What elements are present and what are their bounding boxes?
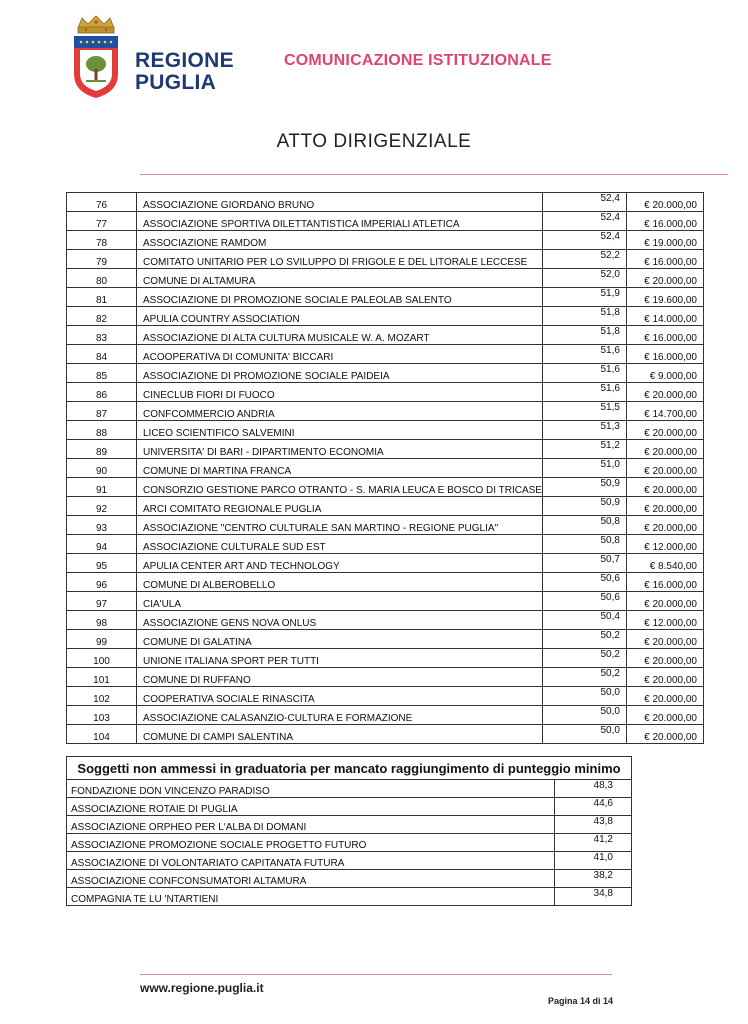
footer-website: www.regione.puglia.it	[140, 981, 264, 995]
row-number: 102	[67, 687, 137, 706]
table-row	[67, 780, 632, 798]
organization-name: FONDAZIONE DON VINCENZO PARADISO	[67, 780, 555, 798]
grant-amount: € 14.700,00	[626, 402, 703, 421]
score: 50,9	[542, 497, 626, 516]
grant-amount: € 20.000,00	[626, 592, 703, 611]
score: 51,2	[542, 440, 626, 459]
table-row	[67, 269, 704, 288]
score: 50,0	[542, 706, 626, 725]
table-row	[67, 307, 704, 326]
title-divider	[140, 174, 728, 175]
organization-name: COOPERATIVA SOCIALE RINASCITA	[137, 687, 543, 706]
row-number: 97	[67, 592, 137, 611]
table-row	[67, 231, 704, 250]
row-number: 78	[67, 231, 137, 250]
grant-amount: € 20.000,00	[626, 630, 703, 649]
table-row	[67, 573, 704, 592]
grant-amount: € 20.000,00	[626, 459, 703, 478]
organization-name: ASSOCIAZIONE CULTURALE SUD EST	[137, 535, 543, 554]
row-number: 99	[67, 630, 137, 649]
table-row	[67, 870, 632, 888]
organization-name: UNIVERSITA' DI BARI - DIPARTIMENTO ECONOMIA	[137, 440, 543, 459]
organization-name: ASSOCIAZIONE DI PROMOZIONE SOCIALE PALEOLAB SALENTO	[137, 288, 543, 307]
score: 52,4	[542, 193, 626, 212]
row-number: 92	[67, 497, 137, 516]
grant-amount: € 20.000,00	[626, 478, 703, 497]
table-row	[67, 383, 704, 402]
grant-amount: € 20.000,00	[626, 383, 703, 402]
grant-amount: € 19.000,00	[626, 231, 703, 250]
organization-name: ACOOPERATIVA DI COMUNITA' BICCARI	[137, 345, 543, 364]
score: 52,2	[542, 250, 626, 269]
brand-line-2: PUGLIA	[135, 71, 217, 94]
organization-name: ASSOCIAZIONE CONFCONSUMATORI ALTAMURA	[67, 870, 555, 888]
score: 34,8	[555, 888, 632, 906]
organization-name: CONFCOMMERCIO ANDRIA	[137, 402, 543, 421]
organization-name: COMITATO UNITARIO PER LO SVILUPPO DI FRIGOLE E DEL LITORALE LECCESE	[137, 250, 543, 269]
grant-amount: € 8.540,00	[626, 554, 703, 573]
table-row	[67, 345, 704, 364]
score: 51,6	[542, 364, 626, 383]
table-row	[67, 611, 704, 630]
excluded-table-heading: Soggetti non ammessi in graduatoria per mancato raggiungimento di punteggio minimo	[67, 757, 632, 780]
score: 48,3	[555, 780, 632, 798]
score: 52,4	[542, 231, 626, 250]
table-row	[67, 478, 704, 497]
grant-amount: € 20.000,00	[626, 725, 703, 744]
grant-amount: € 20.000,00	[626, 687, 703, 706]
table-row	[67, 649, 704, 668]
score: 50,9	[542, 478, 626, 497]
grant-amount: € 16.000,00	[626, 212, 703, 231]
ranking-table-body	[67, 193, 704, 744]
organization-name: CINECLUB FIORI DI FUOCO	[137, 383, 543, 402]
organization-name: ARCI COMITATO REGIONALE PUGLIA	[137, 497, 543, 516]
score: 50,2	[542, 668, 626, 687]
organization-name: COMUNE DI MARTINA FRANCA	[137, 459, 543, 478]
row-number: 85	[67, 364, 137, 383]
row-number: 80	[67, 269, 137, 288]
row-number: 98	[67, 611, 137, 630]
table-row	[67, 834, 632, 852]
table-row	[67, 193, 704, 212]
score: 50,2	[542, 649, 626, 668]
row-number: 104	[67, 725, 137, 744]
excluded-table	[66, 756, 632, 906]
organization-name: ASSOCIAZIONE CALASANZIO-CULTURA E FORMAZIONE	[137, 706, 543, 725]
row-number: 91	[67, 478, 137, 497]
grant-amount: € 20.000,00	[626, 440, 703, 459]
score: 43,8	[555, 816, 632, 834]
table-row	[67, 364, 704, 383]
organization-name: COMUNE DI ALBEROBELLO	[137, 573, 543, 592]
grant-amount: € 20.000,00	[626, 421, 703, 440]
row-number: 100	[67, 649, 137, 668]
organization-name: ASSOCIAZIONE DI PROMOZIONE SOCIALE PAIDEIA	[137, 364, 543, 383]
table-row	[67, 288, 704, 307]
organization-name: COMUNE DI RUFFANO	[137, 668, 543, 687]
row-number: 87	[67, 402, 137, 421]
table-row	[67, 212, 704, 231]
grant-amount: € 20.000,00	[626, 516, 703, 535]
grant-amount: € 19.600,00	[626, 288, 703, 307]
score: 51,5	[542, 402, 626, 421]
table-row	[67, 706, 704, 725]
row-number: 79	[67, 250, 137, 269]
grant-amount: € 20.000,00	[626, 269, 703, 288]
section-heading: COMUNICAZIONE ISTITUZIONALE	[284, 52, 552, 69]
organization-name: APULIA CENTER ART AND TECHNOLOGY	[137, 554, 543, 573]
organization-name: ASSOCIAZIONE PROMOZIONE SOCIALE PROGETTO FUTURO	[67, 834, 555, 852]
table-row	[67, 816, 632, 834]
organization-name: COMPAGNIA TE LU 'NTARTIENI	[67, 888, 555, 906]
organization-name: COMUNE DI CAMPI SALENTINA	[137, 725, 543, 744]
score: 38,2	[555, 870, 632, 888]
grant-amount: € 16.000,00	[626, 326, 703, 345]
grant-amount: € 20.000,00	[626, 706, 703, 725]
organization-name: COMUNE DI ALTAMURA	[137, 269, 543, 288]
grant-amount: € 12.000,00	[626, 611, 703, 630]
organization-name: ASSOCIAZIONE ORPHEO PER L'ALBA DI DOMANI	[67, 816, 555, 834]
table-row	[67, 888, 632, 906]
row-number: 90	[67, 459, 137, 478]
score: 51,9	[542, 288, 626, 307]
organization-name: ASSOCIAZIONE GIORDANO BRUNO	[137, 193, 543, 212]
table-row	[67, 687, 704, 706]
footer-divider	[140, 974, 612, 975]
grant-amount: € 16.000,00	[626, 345, 703, 364]
score: 52,0	[542, 269, 626, 288]
score: 52,4	[542, 212, 626, 231]
page-number: Pagina 14 di 14	[548, 996, 614, 1006]
score: 44,6	[555, 798, 632, 816]
table-row	[67, 516, 704, 535]
row-number: 94	[67, 535, 137, 554]
score: 51,0	[542, 459, 626, 478]
score: 50,0	[542, 687, 626, 706]
score: 50,8	[542, 535, 626, 554]
row-number: 83	[67, 326, 137, 345]
score: 51,3	[542, 421, 626, 440]
grant-amount: € 16.000,00	[626, 250, 703, 269]
score: 51,8	[542, 307, 626, 326]
grant-amount: € 14.000,00	[626, 307, 703, 326]
brand-name	[135, 50, 234, 94]
score: 50,0	[542, 725, 626, 744]
organization-name: APULIA COUNTRY ASSOCIATION	[137, 307, 543, 326]
table-row	[67, 421, 704, 440]
grant-amount: € 20.000,00	[626, 649, 703, 668]
table-row	[67, 326, 704, 345]
row-number: 82	[67, 307, 137, 326]
table-row	[67, 250, 704, 269]
row-number: 93	[67, 516, 137, 535]
table-row	[67, 798, 632, 816]
table-row	[67, 440, 704, 459]
regione-puglia-logo	[70, 14, 122, 100]
ranking-table	[66, 192, 704, 744]
organization-name: ASSOCIAZIONE DI VOLONTARIATO CAPITANATA FUTURA	[67, 852, 555, 870]
row-number: 95	[67, 554, 137, 573]
organization-name: ASSOCIAZIONE RAMDOM	[137, 231, 543, 250]
table-row	[67, 725, 704, 744]
grant-amount: € 9.000,00	[626, 364, 703, 383]
grant-amount: € 20.000,00	[626, 497, 703, 516]
table-row	[67, 459, 704, 478]
organization-name: LICEO SCIENTIFICO SALVEMINI	[137, 421, 543, 440]
organization-name: ASSOCIAZIONE "CENTRO CULTURALE SAN MARTINO - REGIONE PUGLIA"	[137, 516, 543, 535]
score: 50,4	[542, 611, 626, 630]
score: 41,2	[555, 834, 632, 852]
organization-name: ASSOCIAZIONE ROTAIE DI PUGLIA	[67, 798, 555, 816]
organization-name: ASSOCIAZIONE GENS NOVA ONLUS	[137, 611, 543, 630]
grant-amount: € 12.000,00	[626, 535, 703, 554]
table-row	[67, 554, 704, 573]
row-number: 101	[67, 668, 137, 687]
score: 50,8	[542, 516, 626, 535]
organization-name: UNIONE ITALIANA SPORT PER TUTTI	[137, 649, 543, 668]
row-number: 88	[67, 421, 137, 440]
page-title: ATTO DIRIGENZIALE	[276, 131, 472, 152]
grant-amount: € 16.000,00	[626, 573, 703, 592]
table-row	[67, 402, 704, 421]
brand-line-1: REGIONE	[135, 49, 234, 72]
organization-name: CONSORZIO GESTIONE PARCO OTRANTO - S. MARIA LEUCA E BOSCO DI TRICASE	[137, 478, 543, 497]
table-row	[67, 592, 704, 611]
table-row	[67, 852, 632, 870]
excluded-table-body	[67, 780, 632, 906]
organization-name: ASSOCIAZIONE DI ALTA CULTURA MUSICALE W. A. MOZART	[137, 326, 543, 345]
row-number: 89	[67, 440, 137, 459]
score: 50,6	[542, 573, 626, 592]
score: 51,8	[542, 326, 626, 345]
row-number: 86	[67, 383, 137, 402]
row-number: 84	[67, 345, 137, 364]
row-number: 96	[67, 573, 137, 592]
row-number: 77	[67, 212, 137, 231]
grant-amount: € 20.000,00	[626, 668, 703, 687]
table-row	[67, 497, 704, 516]
score: 50,6	[542, 592, 626, 611]
score: 51,6	[542, 383, 626, 402]
row-number: 81	[67, 288, 137, 307]
row-number: 76	[67, 193, 137, 212]
table-row	[67, 668, 704, 687]
organization-name: COMUNE DI GALATINA	[137, 630, 543, 649]
score: 50,7	[542, 554, 626, 573]
row-number: 103	[67, 706, 137, 725]
score: 50,2	[542, 630, 626, 649]
grant-amount: € 20.000,00	[626, 193, 703, 212]
organization-name: CIA'ULA	[137, 592, 543, 611]
score: 51,6	[542, 345, 626, 364]
table-row	[67, 535, 704, 554]
organization-name: ASSOCIAZIONE SPORTIVA DILETTANTISTICA IMPERIALI ATLETICA	[137, 212, 543, 231]
score: 41,0	[555, 852, 632, 870]
table-row	[67, 630, 704, 649]
